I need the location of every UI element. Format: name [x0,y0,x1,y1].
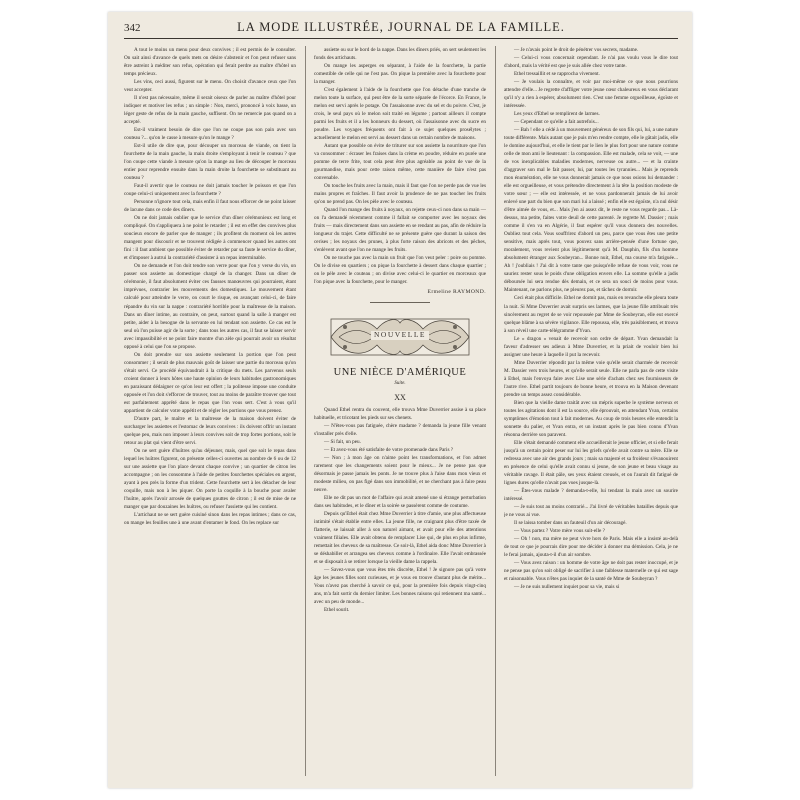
paragraph: Le « dragon » venait de recevoir son ordre de départ. Yvan demandait la faveur d'adresser ses adieux à Mme Duverrier, et la priait de vouloir bien lui assigner une heure à laquelle il put la recevoir. [504,335,678,358]
running-title: LA MODE ILLUSTRÉE, JOURNAL DE LA FAMILLE. [237,20,565,34]
paragraph: On ne sert guère d'huîtres qu'au déjeuner, mais, quel que soit le repas dans lequel les huîtres figurent, on présente celles-ci ouvertes au nombre de 6 ou de 12 sur une assiette que l'on place devant chaque convive ; un quartier de citron les accompagne ; on les consomme à l'aide de petites fourchettes spéciales en argent, ayant à peu près la forme d'un trident. Cette fourchette sert à les détacher de leur coquille, mais non à les piquer. On porte la coquille à la bouche pour avaler l'huître, après l'avoir arrosée de quelques gouttes de citron ; il est de mise de ne manger que par douzaines les huîtres, ou refuser l'assiette qui les contient. [124,447,296,510]
paragraph: — Vous partez ? Votre mère vous suit-elle ? [514,527,605,534]
paragraph: Est-il vraiment besoin de dire que l'on ne coupe pas son pain avec son couteau ?... qu'on le casse à mesure qu'on le mange ? [124,127,296,142]
paragraph: On touche les fruits avec la main, mais il faut que l'on ne perde pas de vue les mains propres et fraîches. Il faut avoir la prudence de ne pas toucher les fruits qu'on ne prend pas. On les pèle avec le couteau. [314,183,486,206]
paragraph: On ne demande et l'on doit tendre son verre pour que l'on y verse du vin, on passer son assiette au domestique chargé de la changer. Dans un dîner de cérémonie, il faut absolument éviter ces fausses manœuvres qui pourraient, étant imprévues, contrarier les mouvements des domestiques. Le mouvement étant calculé pour atteindre le verre, on court le risque, en avançant celui-ci, de faire répandre du vin sur la nappe : contrariété horrible pour la maîtresse de la maison. Dans un dîner intime, au contraire, on peut, surtout quand la salle à manger est petite, aider à la besogne de la servante en lui tendant son assiette. Ce cas est le seul où l'on puisse agir de la sorte ; dans tous les autres cas, il faut se laisser servir avec impassibilité et ne point faire montre d'un zèle qui pourrait avoir un résultat opposé à celui que l'on se propose. [124,263,296,350]
column-middle [314,46,486,752]
paragraph: Faut-il avertir que le couteau ne doit jamais toucher le poisson et que l'on coupe celui-ci uniquement avec la fourchette ? [124,183,296,198]
paragraph: L'artichaut ne se sert guère cuisiné sinon dans les repas intimes ; dans ce cas, on mange les feuilles une à une avant d'entamer le fond. On les replace sur [124,511,296,526]
paragraph: Bien que la vieille dame traitât avec un mépris superbe le système nerveux et toutes les agitations dont il est la source, elle éprouvait, en attendant Yvan, certains symptômes d'émotion tout à fait modernes. Au coup de trois heures elle entendit la sonnette du palier, et Yvan entra, et un instant après le pas bien connu d'Yvan résonna derrière son paravent. [504,399,678,438]
paragraph: Elle ne dit pas un mot de l'affaire qui avait amené une si étrange perturbation dans ses habitudes, et le dîner et la soirée se passèrent comme de coutume. [314,494,486,509]
header-rule [124,38,678,39]
paragraph: — Je n'avais point le droit de pénétrer vos secrets, madame. [514,47,639,53]
paragraph: — Je suis tout au moins contrarié... J'ai livré de véritables batailles depuis que je ne vous ai vue. [504,503,678,518]
paragraph: — Oh ! non, ma mère ne peut vivre hors de Paris. Mais elle a insisté au-delà de tout ce que je pourrais dire pour me décider à donner ma démission. Cela, je ne le ferai jamais, ajouta-t-il d'un air sombre. [504,535,678,558]
paragraph: Il n'est pas nécessaire, même il serait oiseux de parler au maître d'hôtel pour indiquer et motiver les refus ; un simple : Non, merci, prononcé à voix basse, un léger geste de refus de la main gauche, suffisent. On ne remercie pas quand on a accepté. [124,95,296,126]
paragraph: Ceci était plus difficile. Ethel ne dormit pas, mais en revanche elle pleura toute la nuit. Si Mme Duverrier avait surpris ses larmes, que la jeune fille attribuait très sincèrement au regret de se voir repoussée par Mme de Soubeyran, elle eut exercé quelque blâme à sa sévère vigilance. Elle repoussa, elle, très paisiblement, et trouva à son réveil une carte-télégramme d'Yvan. [504,295,678,334]
paragraph: C'est également à l'aide de la fourchette que l'on détache d'une tranche de melon toute la surface, qui peut être de la sorte séparée de l'écorce. En France, le melon est servi après le potage. On l'assaisonne avec du sel et du poivre. C'est, je crois, le seul pays où le melon soit traité en légume ; partout ailleurs il compte parmi les fruits et il a les honneurs du dessert, où l'assaisonne avec du sucre en poudre. Les voyages fréquents ont fait à ce sujet quelques prosélytes ; actuellement le melon est servi au dessert dans un certain nombre de maisons. [314,87,486,142]
paragraph: On mange les asperges en séparant, à l'aide de la fourchette, la partie comestible de celle qui ne l'est pas. On pique la première avec la fourchette pour la manger. [314,63,486,86]
paragraph: On ne touche pas avec la main un fruit que l'on veut peler : poire ou pomme. On le divise en quartiers ; on pique la fourchette à dessert dans chaque quartier ; on le pèle avec le couteau ; on divise avec celui-ci le quartier en morceaux que l'on pique avec la fourchette, pour le manger. [314,255,486,286]
paragraph: Ethel sourit. [324,606,350,613]
author-signature: Ermeline RAYMOND. [427,289,486,296]
paragraph: — Êtes-vous malade ? demanda-t-elle, lui tendant la main avec un sourire intéressé. [504,487,678,502]
paragraph: D'autre part, le maître et la maîtresse de la maison doivent éviter de surcharger les assiettes et l'estomac de leurs convives : ils doivent offrir un instant quelque peu, mais non imposer à leurs convives soit de trop fortes portions, soit le retour au plat qui vient d'être servi. [124,415,296,446]
paragraph: — Cependant ce qu'elle a fait autrefois... [514,119,599,126]
column-rule [305,46,306,776]
story-title: UNE NIÈCE D'AMÉRIQUE [333,367,467,379]
paragraph: Quand l'on mange des fruits à noyaux, on rejette ceux-ci non dans sa main — on l'a demandé récemment comme il fallait se comporter avec les noyaux des fruits — mais directement dans son assiette en se rendant au pas, afin de réduire la longueur du trajet. Cette difficulté ne se présente guère que durant la saison des cerises ; les noyaux des prunes, à plus forte raison des abricots et des pêches, s'enlèvent avant que l'on ne mange les fruits. [314,207,486,254]
banner-label: NOUVELLE [371,331,429,339]
paragraph: Elle s'était demandé comment elle accueillerait le jeune officier, et si elle ferait jusqu'à un certain point peser sur lui les griefs qu'elle avait contre sa mère. Elle se redressa avec une air des grands jours ; mais sa majesté et sa froideur s'évanouirent en présence de celui qu'elle avait connu si jeune, de son jeune et beau visage au véritable ravage. Il était pâle, ses yeux étaient creusés, et on l'aurait dit fatigué de lignes dures qu'elle n'avait pas vues jusque-là. [504,439,678,486]
paragraph: — Je ne suis nullement inquiet pour sa vie, mais si [514,584,620,591]
paragraph: Mme Duverrier répondit par la même voie qu'elle serait charmée de recevoir M. Dassier vers trois heures, et qu'elle serait seule. Elle ne parla pas de cette visite à Ethel, mais l'envoya faire avec Lise une série d'achats chez ses fournisseurs de l'autre rive. Ethel partit toujours de bonne heure, et trouva en la Maison devenant prendre un temps assez considérable. [504,359,678,398]
paragraph: Autant que possible on évite de triturer sur son assiette la nourriture que l'on va consommer : écraser les fraises dans la crème en poudre, réduire en purée une pomme de terre frite, tout cela peut être plus agréable au point de vue de la gourmandise, mais pour cette raison même, cette manière de faire n'est pas convenable. [314,143,486,182]
paragraph: A tout le moins un menu pour deux convives ; il est permis de le consulter. On sait ainsi d'avance de quels mets on désire s'abstenir et l'on peut refuser sans être astreint à méditer son refus, opération qui ferait perdre au maître d'hôtel un temps précieux. [124,47,296,78]
paragraph: — Bah ! elle a cédé à un mouvement généreux de son fils qui, lui, a une nature toute différente. Mais autant que je puis m'en rendre compte, elle le gâtait jadis, elle le domine aujourd'hui, et elle le tient par le lien le plus fort pour une nature comme celle de mon ami le lieutenant : la compassion. Elle est malade, cela se voit, — une de vos inexplicables maladies modernes, nerveuse ou autre... — et la crainte d'aggraver son mal le fait passer, lui, par toutes les tyrannies... Mais je reprends mon énumération, elle ne vous donnerait jamais ce que nous osions lui demander : elle est orgueilleuse, et vous prétendre directement à la tête la position modeste de votre sœur ; — elle est intéressée, et ne vous pardonnerait jamais de lui avoir enlevé une part du bien que son mari lui a laissé ; enfin elle est égoïste, n'a nul désir d'être aimée de vous, et... Mais j'en ai assez dit, le reste ne vous regarde pas... Là-dessus, ma petite, faites votre deuil de cette parenté. Je regrette M. Dassier ; mais comme il s'en va en Algérie, il faut espérer qu'il vous donnera des nouvelles. Oubliez tout cela. Vous souffrirez d'abord un peu, parce que vous êtes une petite sensitive, mais après tout, vous pouvez sans arrière-pensée d'une fortune que, moralement, vous revient plus légitimement qu'à M. Dauphin, fils d'un homme absolument étranger aux Soubeyran... Bonne nuit, Ethel, ma course m'a fatiguée... Ah ! j'oubliais ! J'ai dit à votre tante que puisqu'elle refuse de vous voir, vous ne sauriez rester sous le poids d'une obligation envers elle. La somme qu'elle a jadis déboursée lui sera rendue dès demain, et ce sera un souci de moins pour vous. Maintenant, ne parlons plus, ne pleurez pas, et tâchez de dormir. [504,127,678,294]
column-rule [495,46,496,776]
paragraph: Les vins, ceci aussi, figurent sur le menu. On choisit d'avance ceux que l'on veut accepter. [124,79,296,94]
page-number: 342 [124,22,141,34]
section-divider [370,302,430,303]
paragraph: — Si fait, un peu. [324,438,361,445]
paragraph: Il se laissa tomber dans un fauteuil d'un air découragé. [514,519,627,526]
column-left [124,46,296,776]
story-subtitle: Suite. [394,380,406,386]
paragraph: — Non ; à mon âge on n'aime point les transformations, et l'on admet rarement que les changements soient pour le mieux... Je ne pense pas que désormais je passe jamais les ponts. Je ne trouve plus à l'aise dans mon vieux et modeste milieu, on pas figé dans son immobilité, et ne cherchant pas à faire peau neuve. [314,454,486,493]
paragraph: — Et avez-vous été satisfaite de votre promenade dans Paris ? [324,446,454,453]
page-header [124,18,678,38]
paragraph: — Celui-ci vous concernait cependant. Je n'ai pas voulu vous le dire tout d'abord, mais la vérité est que je suis allée chez votre tante. [504,55,678,70]
paragraph: Ethel tressaillit et se rapprocha vivement. [514,71,600,78]
decorative-vignette [325,313,475,361]
paragraph: Les yeux d'Ethel se remplirent de larmes. [514,111,600,118]
paragraph: — Vous avez raison : un homme de votre âge ne doit pas rester inoccupé, et je ne pense pas qu'on soit obligé de sacrifier à une faiblesse maternelle ce qui est sage et raisonnable. Vous n'êtes pas inquiet de la santé de Mme de Soubeyran ? [504,560,678,583]
paragraph: assiette ou sur le bord de la nappe. Dans les dîners priés, on sert seulement les fonds des artichauts. [314,47,486,62]
paragraph: — Je voulais la connaître, et voir par moi-même ce que nous pourrions attendre d'elle... Je regrette d'affliger votre jeune cœur chaleureux en vous déclarant qu'il n'y a rien à espérer, absolument rien. C'est une femme orgueilleuse, égoïste et intéressée. [504,79,678,110]
paragraph: On doit prendre sur son assiette seulement la portion que l'on peut consommer ; il serait de plus mauvais goût de laisser une partie du morceau qu'on s'était servi. Ce procédé équivaudrait à la critique du mets. Les parvenus seuls croient donner à leurs hôtes une haute opinion de leurs habitudes gastronomiques en paraissant dédaigner ce qu'on leur est offert ; la politesse impose une conduite opposée et l'on doit s'efforcer de trouver, tout au moins de paraître trouver que tout est parfaitement apprêté dans le repas que l'on vous sert. C'est à vous qu'il appartient de calculer votre appétit et de régler les portions que vous prenez. [124,351,296,414]
paragraph: Personne n'ignore tout cela, mais enfin il faut nous efforcer de ne point laisser de lacune dans ce code des dîners. [124,199,296,214]
paragraph: Depuis qu'Ethel était chez Mme Duverrier à titre d'amie, une plus affectueuse intimité s'était établie entre elles. La jeune fille, ne craignant plus d'être taxée de flatterie, se laissait aller à son naturel aimant, et avait pour elle des attentions vraiment filiales. Elle avait obtenu de remplacer Lise qui, de plus en plus infirme, remettait les cheveux de sa maîtresse. Ce soir-là, Ethel aida donc Mme Duverrier à se déshabiller et arrangea ses cheveux comme à l'ordinaire. Elle l'avait embrassée et se disposait à se retirer lorsque la vieille dame la rappela. [314,510,486,565]
paragraph: Est-il utile de dire que, pour découper un morceau de viande, on tient la fourchette de la main gauche, la main droite s'employant à tenir le couteau ? que l'on coupe cette viande à mesure qu'on la mange au lieu de découper le morceau entier pour reprendre ensuite dans la main droite la fourchette se substituant au couteau ? [124,143,296,182]
paragraph: — Savez-vous que vous êtes très discrète, Ethel ! Je signore pas qu'à votre âge les jeunes filles sont curieuses, et je vous en trouve d'autant plus de mérite... Vous n'avez pas cherché à savoir ce qui, pour la première fois depuis vingt-cinq ans, m'a fait sortir du dernier limiter. Les bonnes raisons qui retiennent ma santé... avec un peu de monde... [314,566,486,605]
paragraph: Quand Ethel rentra du couvent, elle trouva Mme Duverrier assise à sa place habituelle, et tricotant les pieds sur ses chenets. [314,406,486,421]
column-right [504,46,678,776]
paragraph: — N'êtes-vous pas fatiguée, chère madame ? demanda la jeune fille venant s'installer près d'elle. [314,422,486,437]
paragraph: On ne doit jamais oublier que le service d'un dîner cérémonieux est long et compliqué. On s'appliquera à ne point le retarder ; il est en effet des convives plus soucieux encore de parler que de manger ; ils profitent du moment où les autres mangent pour discourir et ne trouvent rédigée à commencer quand les autres ont fini : il faut ambient que possible éviter de retarder par sa faute le service du dîner, et d'imposer à autrui la contrariété d'assister à un repas interminable. [124,215,296,262]
chapter-number: XX [394,392,406,402]
magazine-page [108,12,692,788]
